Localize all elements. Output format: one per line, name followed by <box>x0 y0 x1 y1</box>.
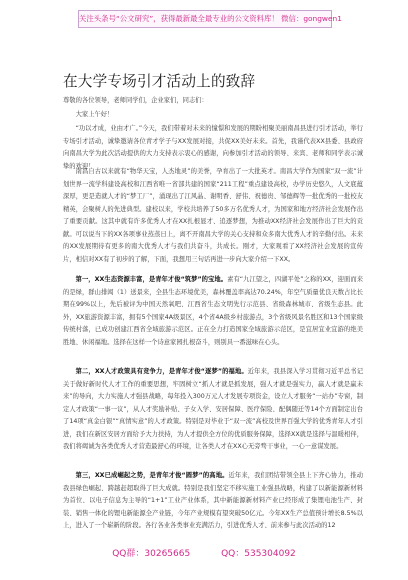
promo-banner[interactable]: 关注头条号“公文研究”，获得最新最全最专业的公文资料库！ 微信：gongwen1 <box>78 10 332 28</box>
greeting: 大家上午好！ <box>75 111 114 118</box>
paragraph-lead: 第一，XX生态资源丰富，是青年才俊“筑梦”的宝地。 <box>75 276 228 283</box>
paragraph-text: 近年来，我们团结带领全县上下齐心协力，推动我县绿色崛起、跨越赶超取得了巨大成就。特别是我们坚定不移实施工业强县战略，构建了以新能源新材料为首位、以电子信息为主导的“1+1”工业产业体系，其中新能源新材料产业已经形成了集锂电池生产、封装、销售一体化的锂电新能源全产业链，今年产业规模有望突破50亿元。今年XX生产总值预计增长8.5%以上，进入了一个崭新的阶段。各行各业各类事业充满活力，引进优秀人才、前来参与此次活动的12 <box>63 472 363 529</box>
paragraph-text: “功以才成，业由才广。”今天，我们带着对未来的憧憬和发展的期盼相聚美丽南昌县进行引才活动，举行专场引才活动，诚挚邀请各位青才学子与XX发展对接，共促XX美好未来。首先，我谨代表XX县委、县政府向南昌大学为此次活动提供的大力支持表示衷心的感谢，向参加引才活动的领导、来宾、老师和同学表示诚挚的欢迎！ <box>63 125 363 170</box>
paragraph-point-two <box>63 366 363 467</box>
page-title: 在大学专场引才活动上的致辞 <box>63 73 256 90</box>
paragraph-text: 南昌自古以来就有“物华天宝，人杰地灵”的美誉，孕育出了一大批英才。南昌大学作为国家“双一流”计划世界一流学科建设高校和江西省唯一省部共建的国家“211工程”重点建设高校，办学历史悠久，人文底蕴深厚，更是造就人才的“梦工厂”，涌现出了江风晶、谢明香、舒伟、祝德贵、邹德辉等一批优秀的一批校友精英，会聚树人的先进典型。建校以来，学校共培养了50多万名优秀人才，为国家和地方经济社会发展作出了重要贡献。这其中就有许多优秀人才在XX扎根显才、追逐梦想，为推动XX经济社会发展作出了巨大的贡献。可以说当下的XX各项事业蒸蒸日上，离不开南昌大学的关心支持和众多南大优秀人才的辛勤付出。未来的XX发展期待有更多的南大优秀人才与我们共奋斗，共成长。刚才，大家观看了XX经济社会发展的宣传片，相信对XX有了初步的了解，下面，我想用三句话再进一步向大家介绍一下XX。 <box>63 168 363 263</box>
paragraph-point-three <box>63 470 363 546</box>
footer-qq-group: QQ群：30265665 <box>112 549 191 559</box>
salutation: 尊敬的各位领导，老师同学们，企业家们，同志们： <box>63 97 208 104</box>
paragraph-text: 素有“九江望之，四湖平处”之称的XX，迎面而来的是绿，群山排闼（1）送景来，全县生态环境优美，森林覆盖率高达70.24%，年空气质量优良天数占比长期在99%以上，先后被评为中国天然氧吧、江西省生态文明先行示范县、省级森林城市、省级生态县。此外，XX旅游资源丰富，拥有5个国家4A级景区，4个省4A级乡村旅游点，3个省级风景名胜区和13个国家级传统村落，已成功创建江西省全域旅游示范区。正在全力打造国家全域旅游示范区，是宜居宜业宜游的绝美胜地、休闲福地。选择在这样一个诗意家园扎根奋斗，则别具一番滋味在心头。 <box>63 276 363 346</box>
paragraph-lead: 第三，XX已成崛起之势，是青年才俊“圆梦”的高地。 <box>75 472 229 479</box>
paragraph-lead: 第二，XX人才政策具有竞争力，是青年才俊“逐梦”的福地。 <box>75 368 248 375</box>
paragraph-nanchang-university <box>63 166 363 267</box>
footer-qq: QQ：535304092 <box>221 549 296 559</box>
paragraph-text: 近年来，我县深入学习贯彻习近平总书记关于做好新时代人才工作的重要思想，牢固树立“抓人才就是抓发展，强人才就是强实力，赢人才就是赢未来”的导向，大力实施人才强县战略，每年投入300万元人才发展专项资金，设立人才服务“一站办”专窗，制定人才政策“一事一议”，从人才奖励补贴、子女入学、安居保障、医疗保险、配偶随迁等14个方面制定出台了14项“真金白银”“真情实意”的人才政策。特别是对毕业于“双一流”高校及世界百强大学的优秀青年人才引进，我们在新区安居方面给予大力扶持，为人才提供全方位的优质服务保障，选择XX就是选择与温暖相伴，我们将竭诚为各类优秀人才营造最舒心的环境，让各类人才在XX心无旁骛干事业，一心一意谋发展。 <box>63 368 364 450</box>
footer-contacts <box>0 547 408 561</box>
paragraph-point-one <box>63 274 363 362</box>
paragraph-intro <box>63 123 363 170</box>
